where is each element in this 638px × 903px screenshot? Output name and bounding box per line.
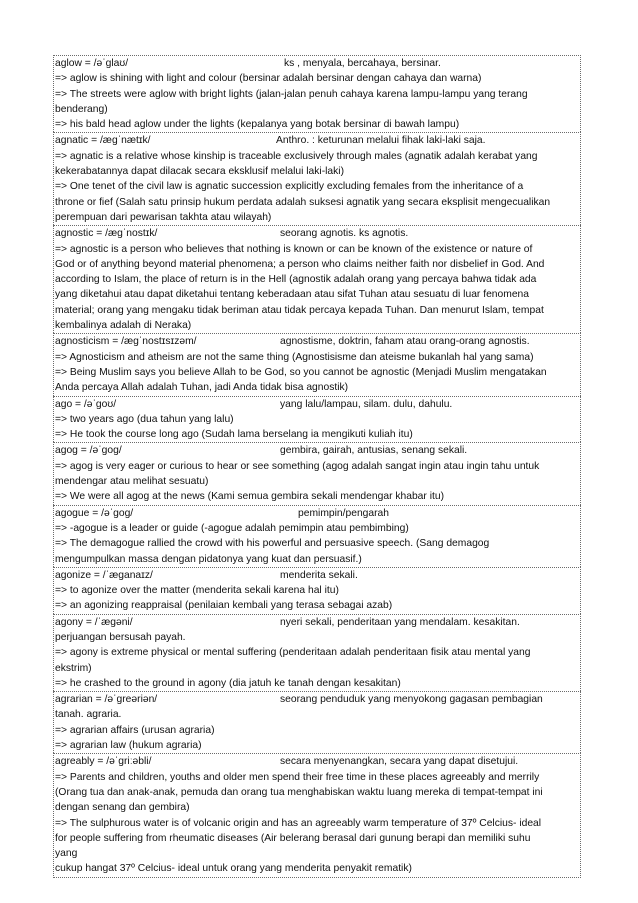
entry-headline — [54, 506, 580, 521]
entry-meaning: menderita sekali. — [280, 569, 358, 581]
entry-text-line: yang — [55, 848, 78, 860]
entry-meaning: agnostisme, doktrin, faham atau orang-orang agnostis. — [280, 336, 530, 348]
entry-text-line: => -agogue is a leader or guide (-agogue adalah pemimpin atau pembimbing) — [55, 522, 409, 534]
entry-text-line: => Being Muslim says you believe Allah to be God, so you cannot be agnostic (Menjadi Muslim mengatakan — [55, 366, 547, 378]
entry-text-line: => He took the course long ago (Sudah lama berselang ia mengikuti kuliah itu) — [55, 429, 413, 441]
entry-meaning: yang lalu/lampau, silam. dulu, dahulu. — [280, 398, 453, 410]
headword-pronunciation: agonize = /ˈæɡanaɪz/ — [55, 569, 153, 581]
entry-text-line: => agog is very eager or curious to hear or see something (agog adalah sangat ingin atau ingin tahu untuk — [55, 460, 540, 472]
entry-text-line: => he crashed to the ground in agony (dia jatuh ke tanah dengan kesakitan) — [55, 677, 401, 689]
entry-text-line: => an agonizing reappraisal (penilaian kembali yang terasa sebagai azab) — [55, 600, 393, 612]
entry-headline — [54, 443, 580, 458]
dictionary-entry — [53, 753, 581, 877]
entry-meaning: seorang agnotis. ks agnotis. — [280, 228, 409, 240]
entry-text-line: cukup hangat 37º Celcius- ideal untuk orang yang menderita penyakit rematik) — [55, 863, 412, 875]
headword-pronunciation: ago = /əˈɡoʊ/ — [55, 398, 117, 410]
entry-meaning: secara menyenangkan, secara yang dapat disetujui. — [280, 756, 519, 768]
dictionary-entry — [53, 505, 581, 567]
entry-meaning: Anthro. : keturunan melalui fihak laki-laki saja. — [276, 135, 486, 147]
entry-headline — [54, 692, 580, 707]
entry-text-line: => his bald head aglow under the lights (kepalanya yang botak bersinar di bawah lampu) — [55, 119, 460, 131]
entry-text-line: => agrarian affairs (urusan agraria) — [55, 724, 215, 736]
entry-headline — [54, 397, 580, 412]
dictionary-entry — [53, 55, 581, 132]
entry-text-line: yang diketahui atau dapat diketahui tentang keberadaan atau sifat Tuhan atau sesuatu di luar fenomena — [55, 289, 530, 301]
entry-text-line: material; orang yang mengaku tidak beriman atau tidak percaya kepada Tuhan. Dan menurut Islam, tempat — [55, 304, 544, 316]
entry-text-line: Anda percaya Allah adalah Tuhan, jadi Anda tidak bisa agnostik) — [55, 382, 349, 394]
dictionary-entry — [53, 225, 581, 333]
dictionary-entry — [53, 614, 581, 691]
entry-text-line: => agnostic is a person who believes that nothing is known or can be known of the existence or nature of — [55, 243, 533, 255]
headword-pronunciation: agreably = /əˈɡriːəbli/ — [55, 756, 152, 768]
entry-meaning: ks , menyala, bercahaya, bersinar. — [284, 58, 441, 69]
entry-text-line: mendengar atau melihat sesuatu) — [55, 476, 209, 488]
headword-pronunciation: agrarian = /əˈɡreəriən/ — [55, 694, 158, 706]
entry-text-line: dengan senang dan gembira) — [55, 802, 190, 814]
entry-headline — [54, 56, 580, 71]
headword-pronunciation: agony = /ˈæɡəni/ — [55, 616, 133, 628]
entry-text-line: => One tenet of the civil law is agnatic succession explicitly excluding females from the inheritance of a — [55, 181, 524, 193]
entry-text-line: God or of anything beyond material phenomena; a person who claims neither faith nor disbelief in God. And — [55, 258, 545, 270]
headword-pronunciation: agnatic = /ægˈnætɪk/ — [55, 135, 151, 147]
entry-text-line: => agony is extreme physical or mental suffering (penderitaan adalah penderitaan fisik atau mental yang — [55, 647, 531, 659]
entry-text-line: (Orang tua dan anak-anak, pemuda dan orang tua menghabiskan waktu luang mereka di tempat-tempat ini — [55, 786, 543, 798]
entry-text-line: kekerabatannya dapat dilacak secara eksklusif melalui laki-laki) — [55, 166, 345, 178]
headword-pronunciation: agog = /əˈɡoɡ/ — [55, 445, 122, 457]
entry-text-line: according to Islam, the place of return is in the Hell (agnostik adalah orang yang percaya bahwa tidak ada — [55, 274, 537, 286]
entry-text-line: kembalinya adalah di Neraka) — [55, 320, 192, 332]
entry-text-line: => The streets were aglow with bright lights (jalan-jalan penuh cahaya karena lampu-lampu yang terang — [55, 88, 528, 100]
entry-text-line: => to agonize over the matter (menderita sekali karena hal itu) — [55, 585, 339, 597]
entry-text-line: => Agnosticism and atheism are not the same thing (Agnostisisme dan ateisme bukanlah hal yang sama) — [55, 351, 534, 363]
entry-headline — [54, 568, 580, 583]
entry-text-line: => two years ago (dua tahun yang lalu) — [55, 413, 234, 425]
dictionary-entry — [53, 691, 581, 753]
entry-text-line: mengumpulkan massa dengan pidatonya yang kuat dan persuasif.) — [55, 553, 362, 565]
dictionary-entry — [53, 567, 581, 614]
entry-text-line: => aglow is shining with light and colour (bersinar adalah bersinar dengan cahaya dan warna) — [55, 73, 482, 85]
headword-pronunciation: agogue = /əˈɡoɡ/ — [55, 507, 134, 519]
entry-text-line: perempuan dari pewarisan takhta atau wilayah) — [55, 211, 272, 223]
entry-headline — [54, 334, 580, 349]
headword-pronunciation: aglow = /əˈɡlaʊ/ — [55, 58, 129, 69]
entry-text-line: ekstrim) — [55, 662, 92, 674]
entry-text-line: for people suffering from rheumatic diseases (Air belerang berasal dari gunung berapi dan memiliki suhu — [55, 832, 531, 844]
entry-headline — [54, 754, 580, 769]
entry-text-line: tanah. agraria. — [55, 709, 122, 721]
headword-pronunciation: agnostic = /ægˈnostɪk/ — [55, 228, 158, 240]
dictionary-page — [53, 55, 581, 878]
entry-meaning: nyeri sekali, penderitaan yang mendalam. kesakitan. — [280, 616, 520, 628]
entry-meaning: seorang penduduk yang menyokong gagasan pembagian — [280, 694, 543, 706]
entry-headline — [54, 226, 580, 241]
entry-meaning: pemimpin/pengarah — [298, 507, 390, 519]
entry-text-line: => The demagogue rallied the crowd with his powerful and persuasive speech. (Sang demagog — [55, 538, 490, 550]
dictionary-entry — [53, 442, 581, 504]
dictionary-entry — [53, 132, 581, 225]
dictionary-entry — [53, 333, 581, 395]
entry-meaning: gembira, gairah, antusias, senang sekali. — [280, 445, 468, 457]
entry-text-line: throne or fief (Salah satu prinsip hukum perdata adalah suksesi agnatik yang secara eksplisit mengecualikan — [55, 196, 551, 208]
entry-text-line: perjuangan bersusah payah. — [55, 631, 186, 643]
entry-text-line: => We were all agog at the news (Kami semua gembira sekali mendengar khabar itu) — [55, 491, 445, 503]
entry-text-line: => The sulphurous water is of volcanic origin and has an agreeably warm temperature of 37º Celcius- ideal — [55, 817, 542, 829]
entry-text-line: => agnatic is a relative whose kinship is traceable exclusively through males (agnatik adalah kerabat yang — [55, 150, 538, 162]
dictionary-entry — [53, 396, 581, 443]
entry-headline — [54, 133, 580, 148]
entry-text-line: benderang) — [55, 103, 108, 115]
entry-text-line: => agrarian law (hukum agraria) — [55, 740, 202, 752]
entry-headline — [54, 615, 580, 630]
headword-pronunciation: agnosticism = /ægˈnostɪsɪzəm/ — [55, 336, 197, 348]
entry-text-line: => Parents and children, youths and older men spend their free time in these places agreeably and merrily — [55, 771, 540, 783]
